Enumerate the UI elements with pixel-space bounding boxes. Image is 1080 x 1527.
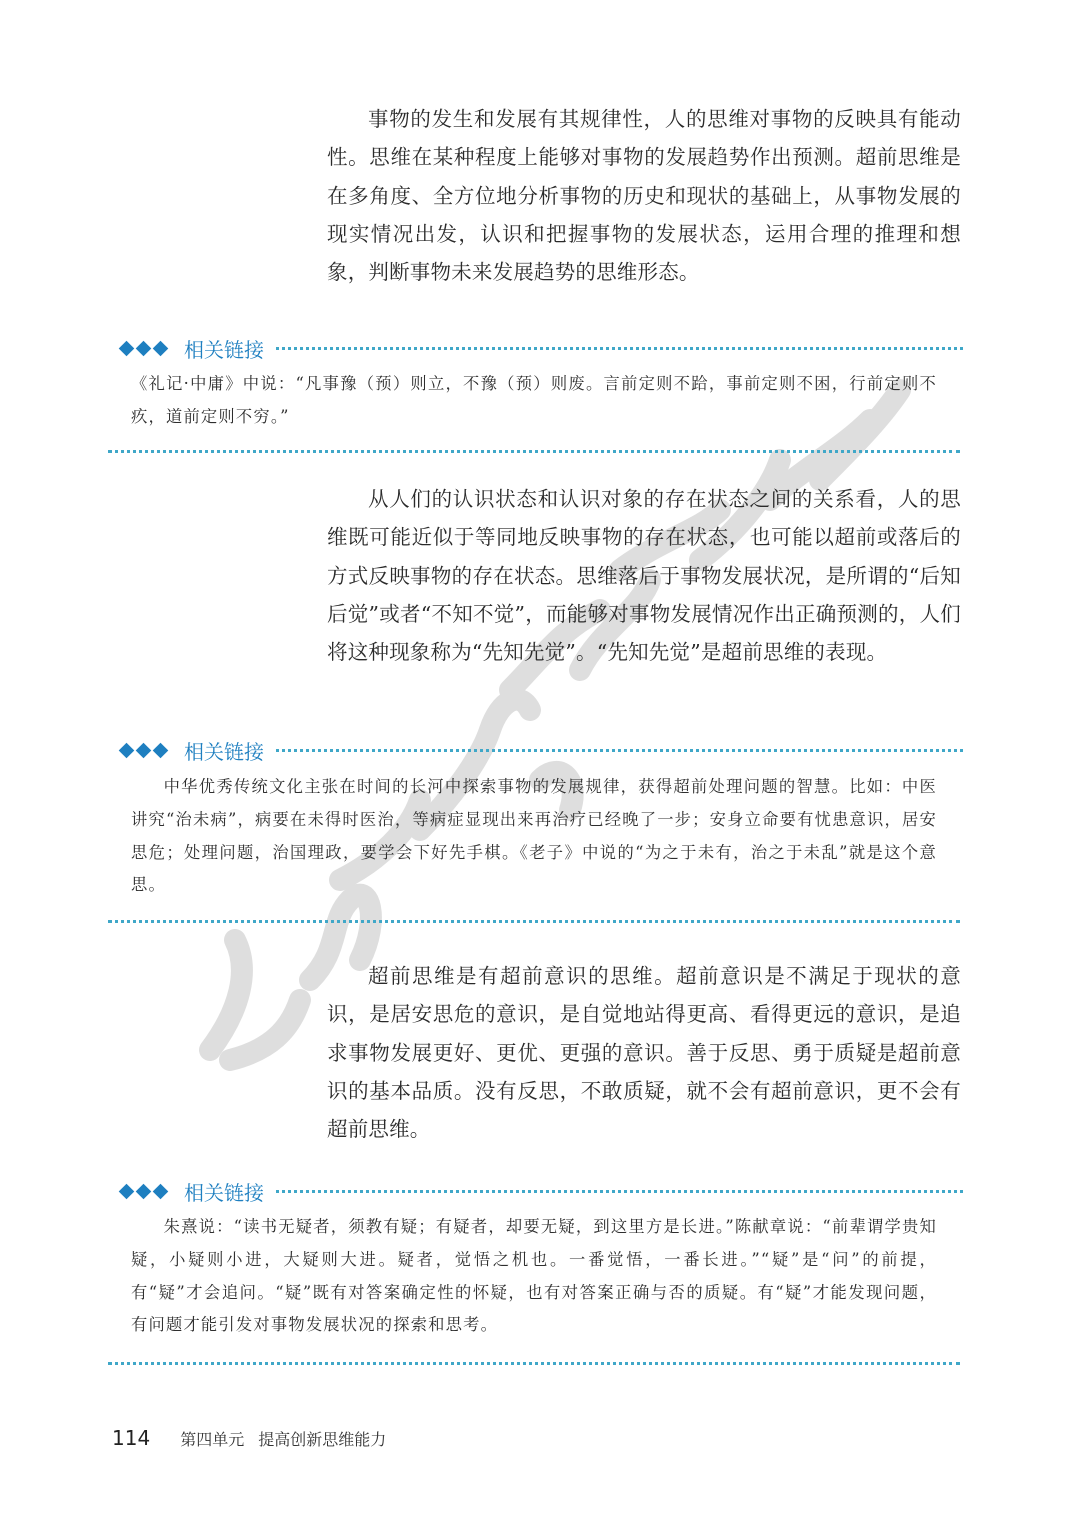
- related-link-text-2: 中华优秀传统文化主张在时间的长河中探索事物的发展规律，获得超前处理问题的智慧。比如：中医讲究“治未病”，病要在未得时医治，等病症显现出来再治疗已经晚了一步；安身立命要有忧患意识，居安思危；处理问题，治国理政，要学会下好先手棋。《老子》中说的“为之于未有，治之于未乱”就是这个意思。: [131, 777, 937, 895]
- dotted-divider: [276, 749, 963, 752]
- related-link-text-3: 朱熹说：“读书无疑者，须教有疑；有疑者，却要无疑，到这里方是长进。”陈献章说：“前辈谓学贵知疑，小疑则小进，大疑则大进。疑者，觉悟之机也。一番觉悟，一番长进。”“疑”是“问”的前提，有“疑”才会追问。“疑”既有对答案确定性的怀疑，也有对答案正确与否的质疑。有“疑”才能发现问题，有问题才能引发对事物发展状况的探索和思考。: [131, 1217, 937, 1335]
- related-link-title: 相关链接: [184, 1180, 264, 1205]
- related-link-title: 相关链接: [184, 337, 264, 362]
- related-link-title: 相关链接: [184, 739, 264, 764]
- unit-label: 第四单元: [180, 1430, 245, 1449]
- related-link-text-1: 《礼记·中庸》中说：“凡事豫（预）则立，不豫（预）则废。言前定则不跲，事前定则不困，行前定则不疚，道前定则不穷。”: [131, 374, 937, 426]
- section-divider: [108, 1362, 960, 1365]
- page-number: 114: [112, 1426, 151, 1450]
- unit-title: 提高创新思维能力: [258, 1430, 387, 1449]
- diamond-bullets-icon: [121, 745, 166, 756]
- dotted-divider: [276, 347, 963, 350]
- body-paragraph-1: 事物的发生和发展有其规律性，人的思维对事物的反映具有能动性。思维在某种程度上能够对事物的发展趋势作出预测。超前思维是在多角度、全方位地分析事物的历史和现状的基础上，从事物发展的现实情况出发，认识和把握事物的发展状态，运用合理的推理和想象，判断事物未来发展趋势的思维形态。: [327, 107, 961, 285]
- page-footer: [112, 1426, 386, 1450]
- body-paragraph-2: 从人们的认识状态和认识对象的存在状态之间的关系看，人的思维既可能近似于等同地反映事物的存在状态，也可能以超前或落后的方式反映事物的存在状态。思维落后于事物发展状况，是所谓的“后知后觉”或者“不知不觉”，而能够对事物发展情况作出正确预测的，人们将这种现象称为“先知先觉”。“先知先觉”是超前思维的表现。: [327, 487, 961, 665]
- diamond-bullets-icon: [121, 343, 166, 354]
- related-link-header-3: [121, 1177, 963, 1205]
- related-link-header-1: [121, 334, 963, 362]
- section-divider: [108, 920, 960, 923]
- diamond-bullets-icon: [121, 1186, 166, 1197]
- section-divider: [108, 450, 960, 453]
- dotted-divider: [276, 1190, 963, 1193]
- related-link-header-2: [121, 736, 963, 764]
- body-paragraph-3: 超前思维是有超前意识的思维。超前意识是不满足于现状的意识，是居安思危的意识，是自觉地站得更高、看得更远的意识，是追求事物发展更好、更优、更强的意识。善于反思、勇于质疑是超前意识的基本品质。没有反思，不敢质疑，就不会有超前意识，更不会有超前思维。: [327, 964, 961, 1142]
